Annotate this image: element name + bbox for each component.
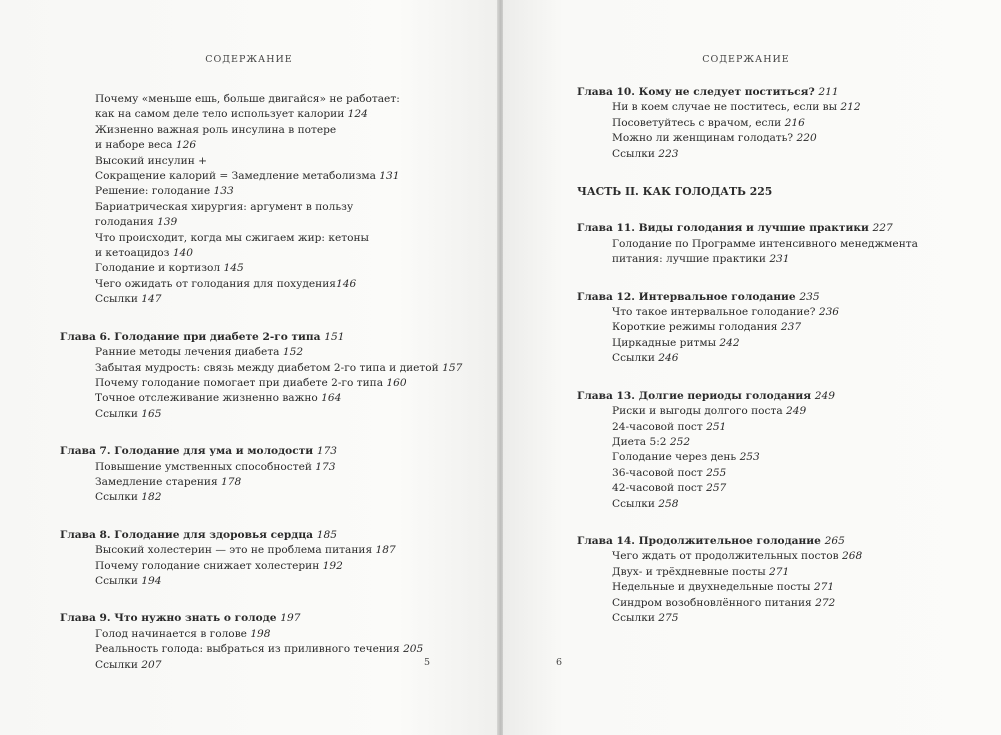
page-ref: 265: [824, 534, 845, 547]
toc-entry: 42-часовой пост 257: [612, 482, 727, 495]
chapter-heading: Глава 7. Голодание для ума и молодости 173: [60, 445, 338, 458]
toc-entry: Ссылки 147: [95, 293, 162, 306]
toc-entry: Голодание через день 253: [612, 451, 760, 464]
toc-entry: Ссылки 275: [612, 611, 679, 624]
toc-entry: Ссылки 182: [95, 491, 162, 504]
toc-entry: Чего ждать от продолжительных постов 268: [612, 550, 863, 563]
part-heading: ЧАСТЬ II. КАК ГОЛОДАТЬ 225: [577, 185, 773, 199]
toc-entry: Замедление старения 178: [95, 475, 242, 488]
right-page: [503, 0, 1001, 735]
toc-entry: Ссылки 258: [612, 497, 679, 510]
toc-entry: Почему «меньше ешь, больше двигайся» не работает: как на самом деле тело использует калории 124: [95, 93, 400, 121]
chapter-heading: Глава 14. Продолжительное голодание 265: [577, 534, 845, 547]
page-ref: 272: [815, 596, 836, 609]
page-ref: 235: [799, 290, 820, 303]
toc-entry: Голод начинается в голове 198: [95, 627, 271, 640]
page-ref: 216: [784, 116, 805, 129]
page-ref: 194: [141, 574, 162, 587]
page-ref: 212: [840, 101, 861, 114]
toc-entry: 24-часовой пост 251: [612, 420, 727, 433]
page-ref: 131: [379, 170, 400, 183]
toc-entry: Диета 5:2 252: [612, 435, 691, 448]
page-ref: 198: [250, 627, 271, 640]
page-ref: 246: [658, 352, 679, 365]
page-ref: 164: [321, 392, 342, 405]
toc-entry: Повышение умственных способностей 173: [95, 460, 336, 473]
page-ref: 133: [213, 185, 234, 198]
page-ref: 249: [814, 389, 835, 402]
toc-entry: Ранние методы лечения диабета 152: [95, 346, 304, 359]
chapter-heading: Глава 11. Виды голодания и лучшие практики 227: [577, 222, 893, 235]
page-ref: 197: [280, 612, 301, 625]
page-ref: 211: [818, 86, 839, 98]
toc-entry: Жизненно важная роль инсулина в потере и наборе веса 126: [95, 123, 337, 152]
page-ref: 182: [141, 491, 162, 504]
page-ref: 151: [324, 330, 345, 343]
toc-right: [577, 85, 987, 626]
page-ref: 126: [175, 139, 197, 152]
chapter-heading: Глава 6. Голодание при диабете 2-го типа 151: [60, 330, 345, 343]
chapter-heading: Глава 8. Голодание для здоровья сердца 185: [60, 528, 337, 541]
toc-entry: Ссылки 246: [612, 352, 679, 365]
toc-entry: Риски и выгоды долгого поста 249: [612, 405, 807, 418]
page-ref: 139: [157, 216, 178, 229]
toc-entry: Синдром возобновлённого питания 272: [612, 596, 836, 609]
page-ref: 271: [769, 565, 790, 578]
toc-entry: Циркадные ритмы 242: [612, 336, 740, 349]
toc-entry: Ссылки 223: [612, 147, 679, 160]
chapter-heading: Глава 9. Что нужно знать о голоде 197: [60, 612, 301, 625]
page-ref: 257: [706, 482, 727, 495]
toc-entry: Можно ли женщинам голодать? 220: [612, 132, 817, 145]
toc-entry: Ссылки 165: [95, 407, 162, 420]
page-ref: 220: [796, 132, 817, 145]
page-ref: 205: [403, 643, 424, 656]
page-ref: 268: [842, 550, 863, 563]
page-ref: 147: [141, 293, 162, 306]
toc-entry: Почему голодание помогает при диабете 2-го типа 160: [95, 376, 407, 389]
chapter-heading: Глава 13. Долгие периоды голодания 249: [577, 389, 835, 402]
page-ref: 255: [706, 466, 727, 479]
toc-entry: Что происходит, когда мы сжигаем жир: кетоны и кетоацидоз 140: [95, 231, 369, 260]
page-ref: 173: [315, 460, 336, 473]
toc-entry: Короткие режимы голодания 237: [612, 321, 802, 334]
page-ref: 160: [386, 376, 407, 389]
toc-entry: Голодание и кортизол 145: [95, 262, 244, 275]
chapter-heading: Глава 10. Кому не следует поститься? 211: [577, 86, 839, 98]
page-ref: 146: [335, 277, 357, 290]
page-ref: 192: [322, 559, 343, 572]
page-ref: 145: [223, 262, 244, 275]
page-number: 5: [424, 657, 431, 668]
page-ref: 231: [769, 253, 790, 266]
toc-entry: Что такое интервальное голодание? 236: [612, 306, 840, 319]
toc-entry: Ссылки 207: [95, 658, 162, 671]
running-header: СОДЕРЖАНИЕ: [205, 54, 293, 65]
toc-entry: Недельные и двухнедельные посты 271: [612, 581, 835, 594]
page-ref: 207: [141, 658, 162, 671]
page-ref: 242: [719, 336, 740, 349]
page-ref: 271: [813, 581, 835, 594]
toc-entry: Чего ожидать от голодания для похудения146: [95, 277, 357, 290]
page-ref: 225: [749, 185, 773, 199]
page-ref: 253: [739, 451, 760, 464]
toc-entry: Забытая мудрость: связь между диабетом 2-го типа и диетой 157: [95, 361, 463, 374]
page-ref: 223: [658, 147, 679, 160]
page-ref: 165: [141, 407, 162, 420]
page-number: 6: [556, 657, 563, 668]
page-ref: 178: [221, 475, 242, 488]
page-ref: 152: [282, 346, 304, 359]
chapter-heading: Глава 12. Интервальное голодание 235: [577, 290, 820, 303]
toc-entry: Решение: голодание 133: [95, 185, 234, 198]
page-ref: 157: [442, 361, 463, 374]
page-ref: 258: [658, 497, 679, 510]
toc-entry: Высокий холестерин — это не проблема питания 187: [95, 544, 396, 557]
page-ref: 251: [706, 420, 727, 433]
toc-entry: Высокий инсулин + Сокращение калорий = Замедление метаболизма 131: [95, 154, 400, 183]
toc-entry: Голодание по Программе интенсивного менеджмента питания: лучшие практики 231: [612, 237, 918, 266]
page-ref: 187: [375, 544, 396, 557]
toc-entry: Ни в коем случае не поститесь, если вы 212: [612, 101, 861, 114]
page-ref: 236: [818, 306, 840, 319]
page-ref: 124: [347, 108, 368, 121]
toc-entry: Точное отслеживание жизненно важно 164: [95, 392, 342, 405]
page-ref: 140: [172, 247, 194, 260]
toc-entry: Посоветуйтесь с врачом, если 216: [612, 116, 805, 129]
toc-entry: Почему голодание снижает холестерин 192: [95, 559, 343, 572]
page-ref: 173: [316, 445, 338, 458]
page-ref: 185: [316, 528, 337, 541]
toc-entry: Двух- и трёхдневные посты 271: [612, 565, 790, 578]
toc-entry: Ссылки 194: [95, 574, 162, 587]
left-page: [0, 0, 498, 735]
page-ref: 227: [872, 222, 893, 235]
toc-left: [60, 92, 480, 673]
page-ref: 249: [786, 405, 807, 418]
page-ref: 275: [658, 611, 679, 624]
toc-entry: Реальность голода: выбраться из приливного течения 205: [95, 643, 424, 656]
running-header: СОДЕРЖАНИЕ: [702, 54, 790, 65]
toc-entry: Бариатрическая хирургия: аргумент в пользу голодания 139: [95, 200, 354, 229]
page-ref: 252: [669, 435, 691, 448]
page-ref: 237: [780, 321, 802, 334]
toc-entry: 36-часовой пост 255: [612, 466, 727, 479]
